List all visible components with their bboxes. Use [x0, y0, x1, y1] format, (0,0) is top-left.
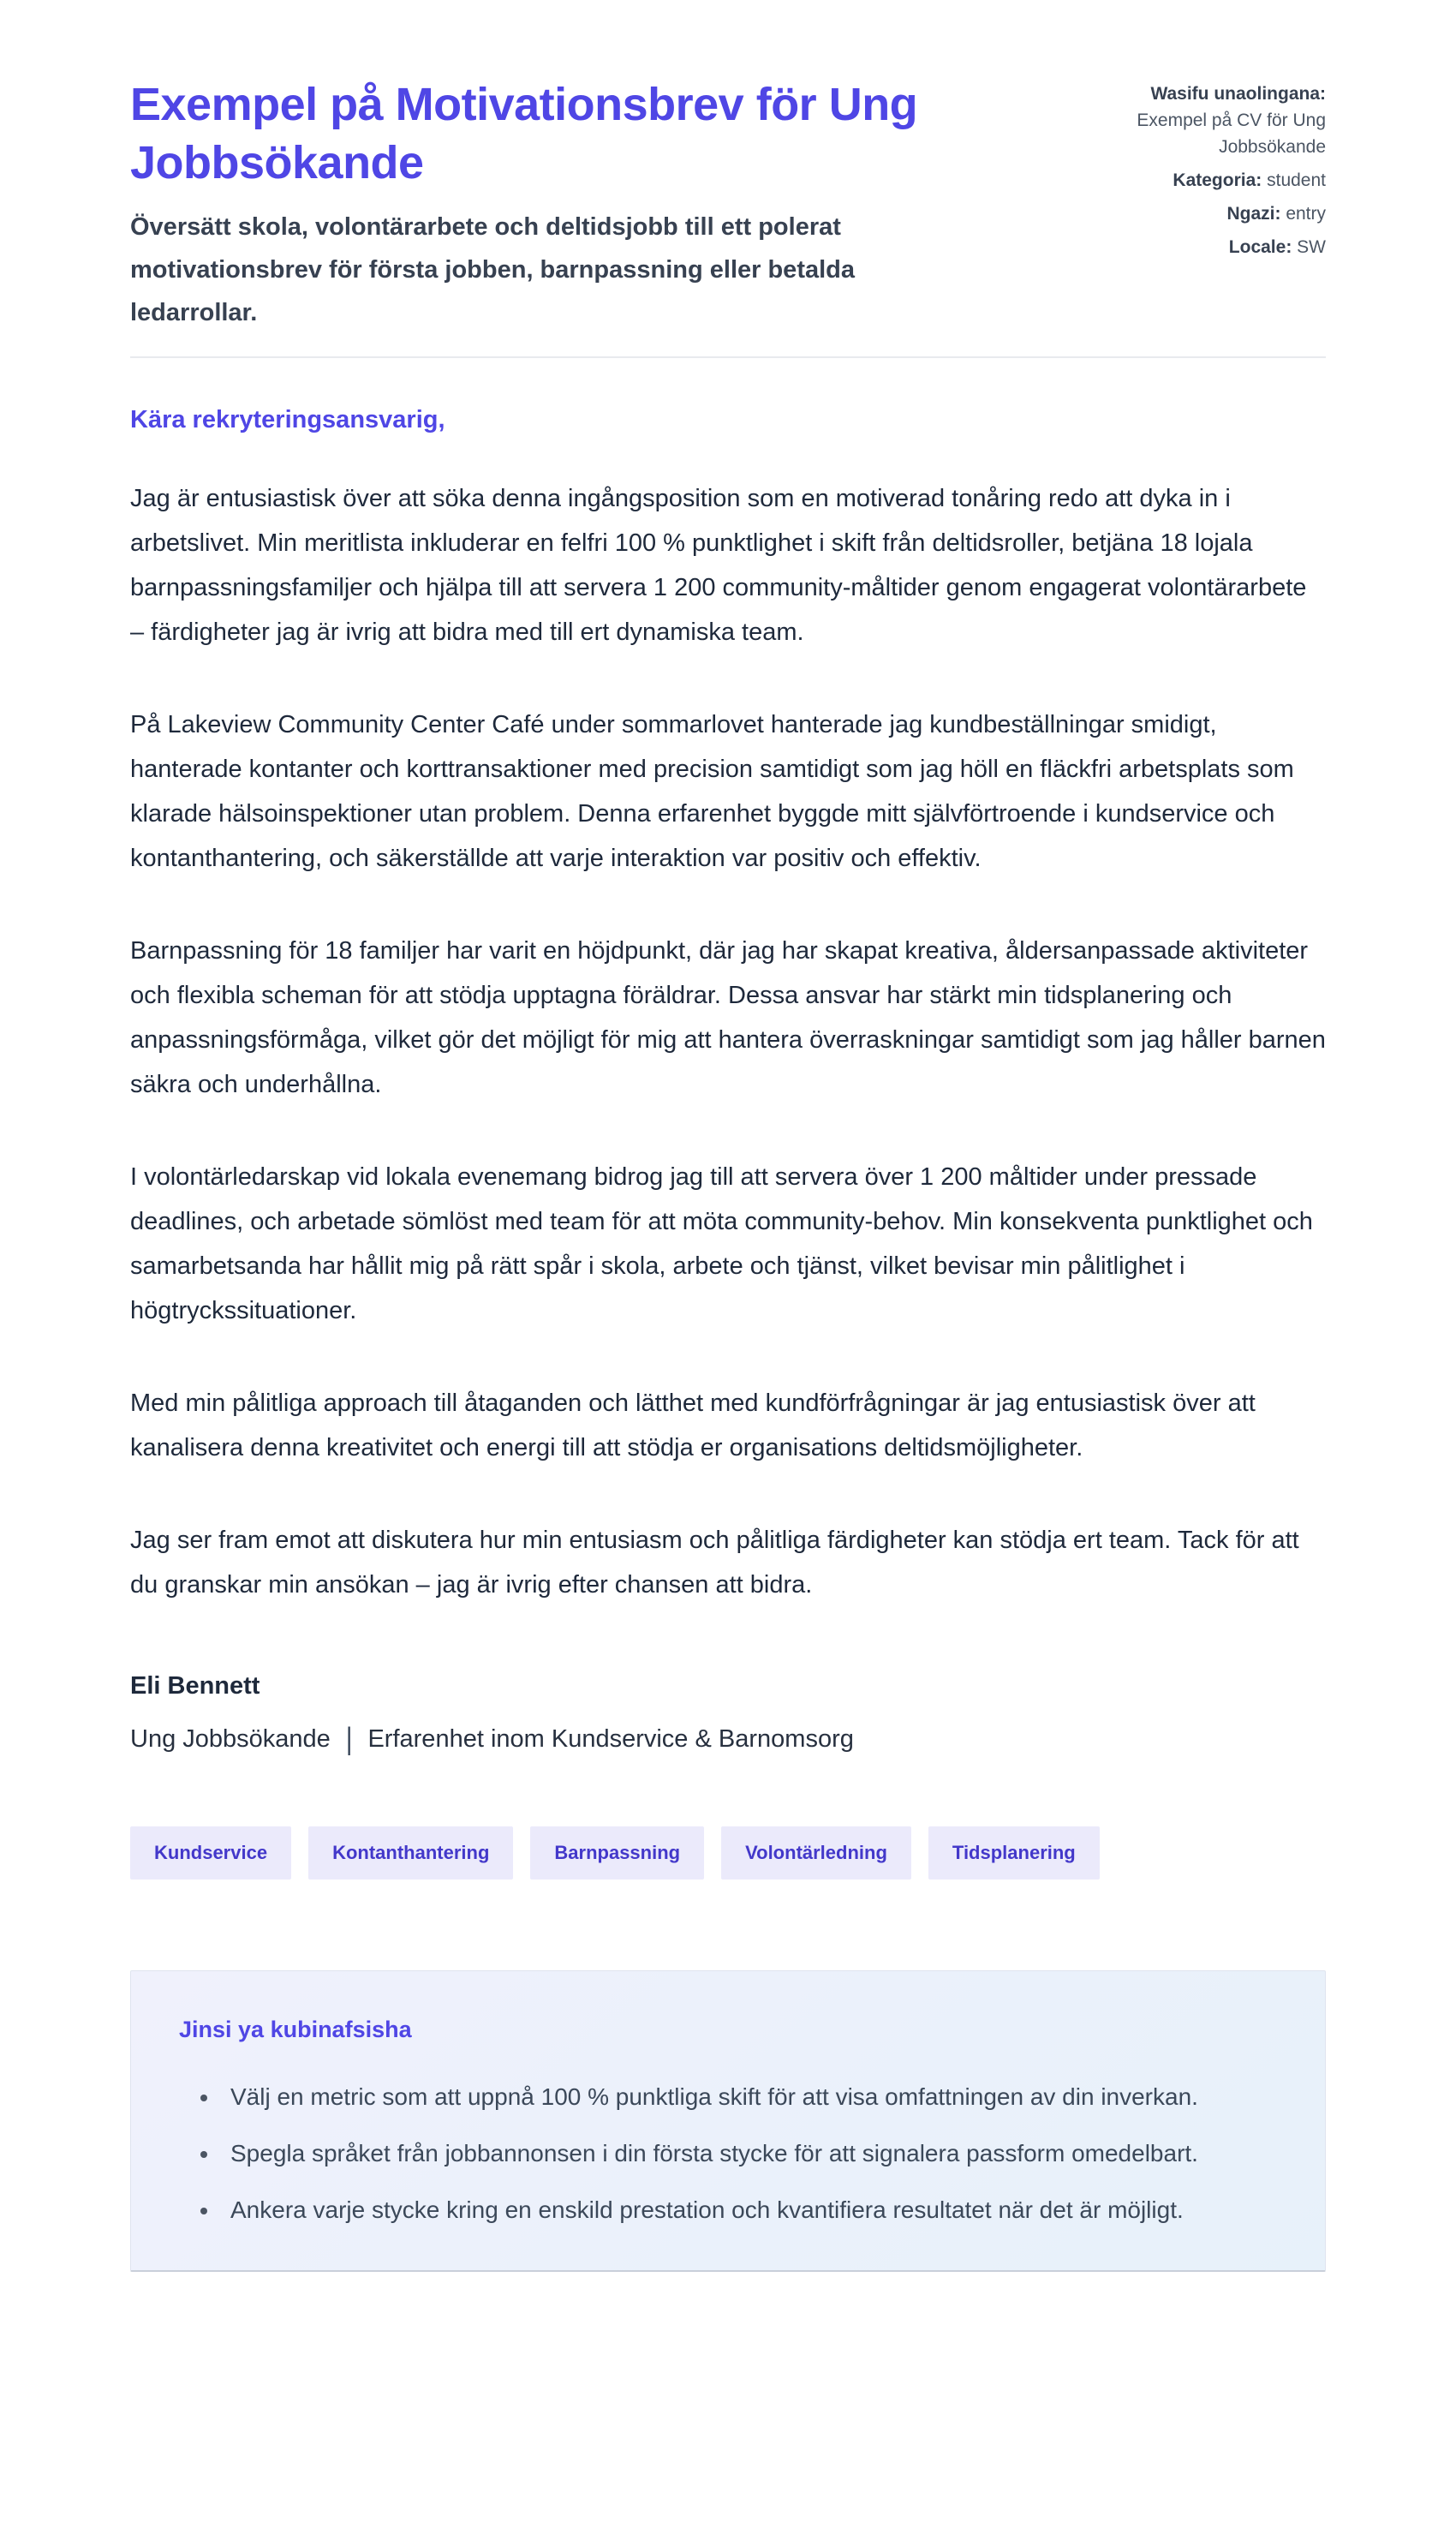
- meta-level: [1060, 200, 1326, 227]
- header-divider: [130, 356, 1326, 358]
- skill-tag-barnpassning: Barnpassning: [530, 1826, 704, 1880]
- meta-category-label: Kategoria:: [1173, 170, 1262, 190]
- letter-paragraph-6: Jag ser fram emot att diskutera hur min entusiasm och pålitliga färdigheter kan stödja ert team. Tack för att du granskar min ansökan – jag är ivrig efter chansen att bidra.: [130, 1527, 1299, 1599]
- cover-letter-body: [130, 397, 1326, 1761]
- meta-panel: [1060, 75, 1326, 267]
- skill-tag-kontanthantering: Kontanthantering: [308, 1826, 513, 1880]
- meta-category-value: student: [1267, 170, 1326, 190]
- tips-heading: Jinsi ya kubinafsisha: [179, 2017, 412, 2042]
- skill-tag-kundservice: Kundservice: [130, 1826, 291, 1880]
- signature-role-title: Ung Jobbsökande: [130, 1725, 331, 1753]
- skill-tags-row: [130, 1826, 1326, 1880]
- signature-role: [130, 1717, 1326, 1761]
- tips-item-1: • Välj en metric som att uppnå 100 % punktliga skift för att visa omfattningen av din inverkan.: [220, 2076, 1277, 2119]
- customization-tips-box: [130, 1970, 1326, 2272]
- page-subtitle: Översätt skola, volontärarbete och deltidsjobb till ett polerat motivationsbrev för första jobben, barnpassning eller betalda ledarrollar.: [130, 213, 855, 326]
- meta-level-value: entry: [1286, 204, 1326, 224]
- meta-level-label: Ngazi:: [1226, 204, 1281, 224]
- tips-item-3: • Ankera varje stycke kring en enskild prestation och kvantifiera resultatet när det är möjligt.: [220, 2189, 1277, 2232]
- role-separator-bar: |: [345, 1722, 353, 1756]
- signature-role-description: Erfarenhet inom Kundservice & Barnomsorg: [367, 1725, 854, 1753]
- skill-tag-tidsplanering: Tidsplanering: [928, 1826, 1100, 1880]
- meta-locale-value: SW: [1297, 237, 1326, 257]
- header: [130, 75, 1326, 334]
- letter-greeting: Kära rekryteringsansvarig,: [130, 406, 445, 433]
- meta-matching-resume: [1060, 81, 1326, 160]
- skill-tag-volontarledning: Volontärledning: [721, 1826, 911, 1880]
- signature-name: Eli Bennett: [130, 1672, 260, 1700]
- letter-paragraph-1: Jag är entusiastisk över att söka denna ingångsposition som en motiverad tonåring redo att dyka in i arbetslivet. Min meritlista inkluderar en felfri 100 % punktlighet i skift från deltidsroller, betjäna 18 lojala barnpassningsfamiljer och hjälpa till att servera 1 200 community-måltider genom engagerat volontärarbete – färdigheter jag är ivrig att bidra med till ert dynamiska team.: [130, 485, 1307, 646]
- letter-paragraph-5: Med min pålitliga approach till åtaganden och lätthet med kundförfrågningar är jag entusiastisk över att kanalisera denna kreativitet och energi till att stödja er organisations deltidsmöjligheter.: [130, 1390, 1256, 1461]
- letter-paragraph-2: På Lakeview Community Center Café under sommarlovet hanterade jag kundbeställningar smidigt, hanterade kontanter och korttransaktioner med precision samtidigt som jag höll en fläckfri arbetsplats som klarade hälsoinspektioner utan problem. Denna erfarenhet byggde mitt självförtroende i kundservice och kontanthantering, och säkerställde att varje interaktion var positiv och effektiv.: [130, 711, 1294, 872]
- tips-item-2: • Spegla språket från jobbannonsen i din första stycke för att signalera passform omedelbart.: [220, 2132, 1277, 2175]
- tips-list: [179, 2076, 1277, 2232]
- meta-matching-label: Wasifu unaolingana:: [1150, 84, 1326, 104]
- header-text-block: [130, 75, 1055, 334]
- letter-paragraph-4: I volontärledarskap vid lokala evenemang bidrog jag till att servera över 1 200 måltider under pressade deadlines, och arbetade sömlöst med team för att möta community-behov. Min konsekventa punktlighet och samarbetsanda har hållit mig på rätt spår i skola, arbete och tjänst, vilket bevisar min pålitlighet i högtryckssituationer.: [130, 1163, 1313, 1324]
- letter-paragraph-3: Barnpassning för 18 familjer har varit en höjdpunkt, där jag har skapat kreativa, åldersanpassade aktiviteter och flexibla scheman för att stödja upptagna föräldrar. Dessa ansvar har stärkt min tidsplanering och anpassningsförmåga, vilket gör det möjligt för mig att hantera överraskningar samtidigt som jag håller barnen säkra och underhållna.: [130, 937, 1326, 1098]
- meta-category: [1060, 167, 1326, 194]
- page-title: Exempel på Motivationsbrev för Ung Jobbsökande: [130, 79, 918, 188]
- meta-locale-label: Locale:: [1228, 237, 1292, 257]
- meta-locale: [1060, 234, 1326, 260]
- meta-matching-value: Exempel på CV för Ung Jobbsökande: [1137, 111, 1326, 157]
